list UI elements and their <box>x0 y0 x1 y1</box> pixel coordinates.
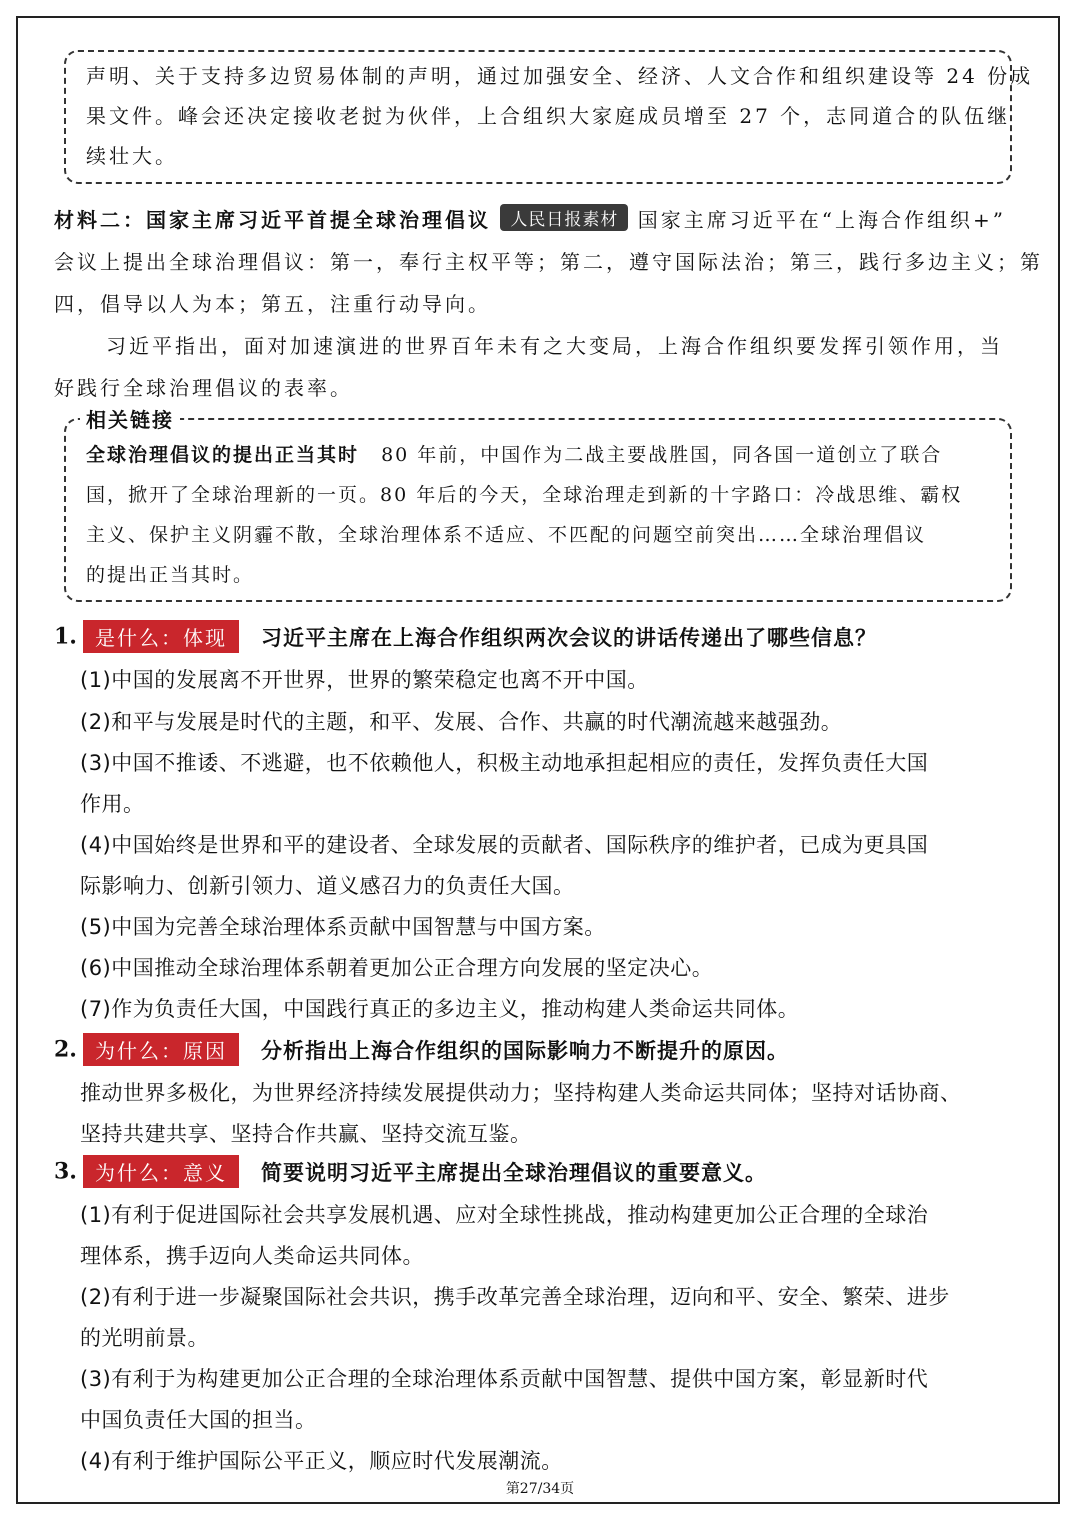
answer-line: 推动世界多极化，为世界经济持续发展提供动力；坚持构建人类命运共同体；坚持对话协商、 <box>80 1081 962 1105</box>
answer-line: (3)中国不推诿、不逃避，也不依赖他人，积极主动地承担起相应的责任，发挥负责任大国 <box>80 751 929 775</box>
answer-line: (5)中国为完善全球治理体系贡献中国智慧与中国方案。 <box>80 915 606 939</box>
answer-line: (4)中国始终是世界和平的建设者、全球发展的贡献者、国际秩序的维护者，已成为更具国 <box>80 833 929 857</box>
question-text: 简要说明习近平主席提出全球治理倡议的重要意义。 <box>260 1160 767 1185</box>
question-tag: 为什么：原因 <box>83 1033 239 1066</box>
answer-line: 坚持共建共享、坚持合作共赢、坚持交流互鉴。 <box>80 1122 532 1146</box>
answer-line: (1)有利于促进国际社会共享发展机遇、应对全球性挑战，推动构建更加公正合理的全球治 <box>80 1203 929 1227</box>
text-line: 会议上提出全球治理倡议：第一，奉行主权平等；第二，遵守国际法治；第三，践行多边主义；第 <box>54 250 1043 274</box>
answer-line: 际影响力、创新引领力、道义感召力的负责任大国。 <box>80 874 575 898</box>
answer-line: (2)有利于进一步凝聚国际社会共识，携手改革完善全球治理，迈向和平、安全、繁荣、进步 <box>80 1285 950 1309</box>
answer-line: (2)和平与发展是时代的主题，和平、发展、合作、共赢的时代潮流越来越强劲。 <box>80 710 843 734</box>
answer-line: (6)中国推动全球治理体系朝着更加公正合理方向发展的坚定决心。 <box>80 956 714 980</box>
text-line: 声明、关于支持多边贸易体制的声明，通过加强安全、经济、人文合作和组织建设等 24 份成 <box>86 64 1034 88</box>
related-link-title: 相关链接 <box>80 404 180 433</box>
text-line: 国家主席习近平在“上海合作组织+” <box>637 208 1006 232</box>
question-1-header <box>54 620 877 654</box>
text-line: 续壮大。 <box>86 144 178 168</box>
answer-line: 中国负责任大国的担当。 <box>80 1408 317 1432</box>
page-number: 第27/34页 <box>505 1481 575 1497</box>
answer-line: 理体系，携手迈向人类命运共同体。 <box>80 1244 424 1268</box>
question-number: 3. <box>54 1158 77 1185</box>
question-text: 习近平主席在上海合作组织两次会议的讲话传递出了哪些信息？ <box>260 625 877 650</box>
text-line: 的提出正当其时。 <box>86 564 255 586</box>
answer-line: (3)有利于为构建更加公正合理的全球治理体系贡献中国智慧、提供中国方案，彰显新时代 <box>80 1367 929 1391</box>
material-2-title: 材料二：国家主席习近平首提全球治理倡议 <box>54 208 491 232</box>
question-2-header <box>54 1033 789 1067</box>
text-line: 80 年前，中国作为二战主要战胜国，同各国一道创立了联合 <box>381 444 943 466</box>
text-line: 果文件。峰会还决定接收老挝为伙伴，上合组织大家庭成员增至 27 个，志同道合的队伍继 <box>86 104 1011 128</box>
related-heading: 全球治理倡议的提出正当其时 <box>86 444 360 466</box>
answer-line: 的光明前景。 <box>80 1326 209 1350</box>
question-text: 分析指出上海合作组织的国际影响力不断提升的原因。 <box>260 1038 789 1063</box>
answer-line: (1)中国的发展离不开世界，世界的繁荣稳定也离不开中国。 <box>80 668 649 692</box>
answer-line: 作用。 <box>80 792 145 816</box>
text-line: 习近平指出，面对加速演进的世界百年未有之大变局，上海合作组织要发挥引领作用，当 <box>106 334 1003 358</box>
text-line: 国，掀开了全球治理新的一页。80 年后的今天，全球治理走到新的十字路口：冷战思维、霸权 <box>86 484 963 506</box>
text-line: 四，倡导以人为本；第五，注重行动导向。 <box>54 292 491 316</box>
text-line: 好践行全球治理倡议的表率。 <box>54 376 353 400</box>
question-3-header <box>54 1155 767 1189</box>
answer-line: (7)作为负责任大国，中国践行真正的多边主义，推动构建人类命运共同体。 <box>80 997 800 1021</box>
answer-line: (4)有利于维护国际公平正义，顺应时代发展潮流。 <box>80 1449 563 1473</box>
question-tag: 是什么：体现 <box>83 620 239 653</box>
question-number: 2. <box>54 1036 77 1063</box>
question-tag: 为什么：意义 <box>83 1155 239 1188</box>
text-line: 主义、保护主义阴霾不散，全球治理体系不适应、不匹配的问题空前突出……全球治理倡议 <box>86 524 927 546</box>
source-tag: 人民日报素材 <box>500 204 628 231</box>
question-number: 1. <box>54 623 77 650</box>
